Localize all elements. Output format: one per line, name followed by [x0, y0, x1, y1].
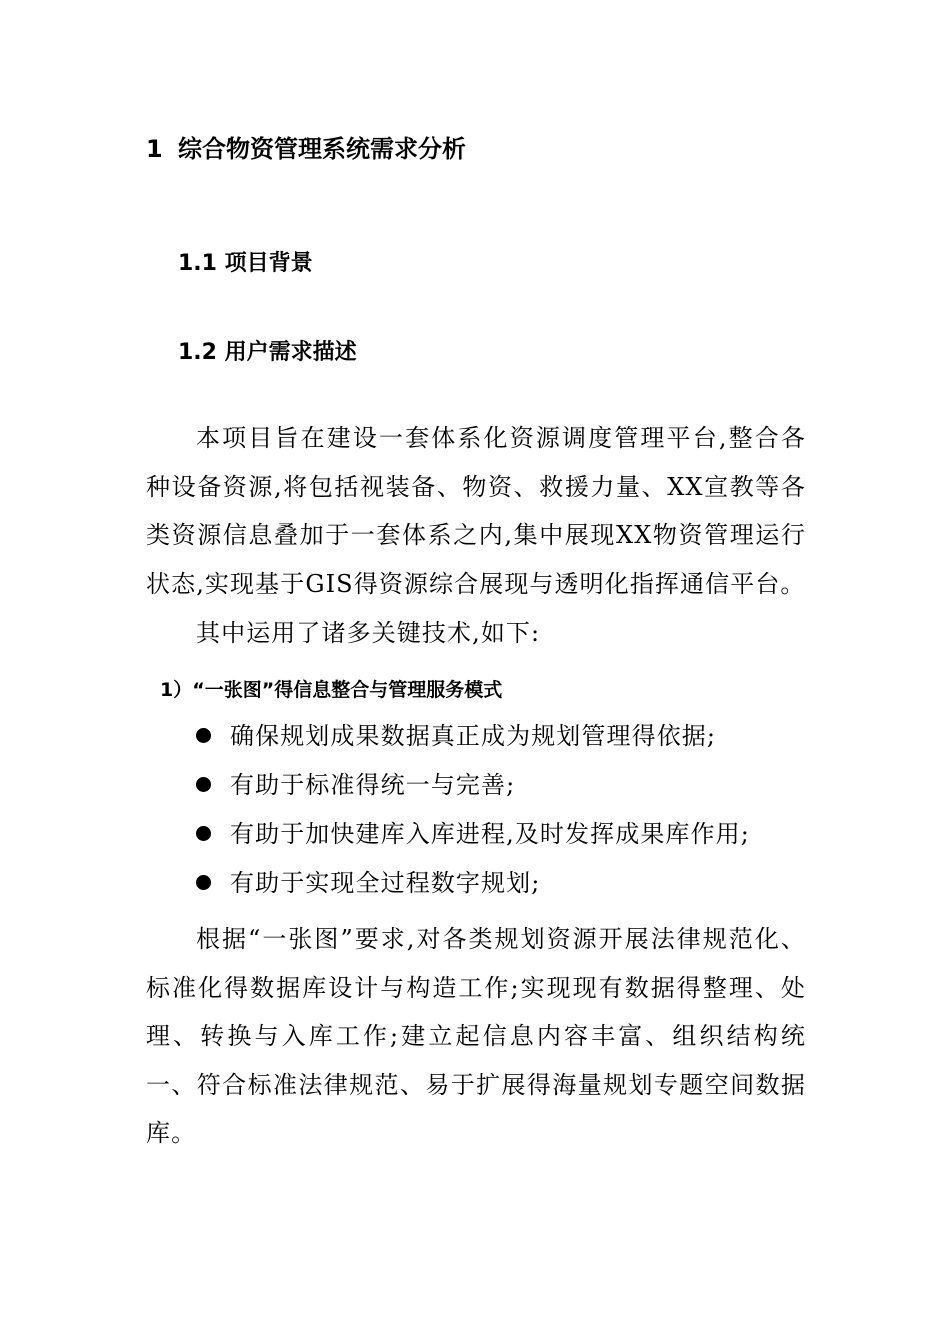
section-heading [146, 133, 466, 165]
section-title: 综合物资管理系统需求分析 [178, 135, 466, 163]
subsection-heading-background: 1.1 项目背景 [178, 251, 313, 276]
bullet-dot-icon [196, 777, 211, 792]
list-item-text: 有助于实现全过程数字规划; [230, 869, 541, 897]
subsection-heading-requirements: 1.2 用户需求描述 [178, 340, 357, 365]
list-item-text: 有助于加快建库入库进程,及时发挥成果库作用; [230, 820, 750, 848]
bullet-dot-icon [196, 826, 211, 841]
paragraph-project-overview: 本项目旨在建设一套体系化资源调度管理平台,整合各种设备资源,将包括视装备、物资、救援力量、XX宣教等各类资源信息叠加于一套体系之内,集中展现XX物资管理运行状态,实现基于GIS得资源综合展现与透明化指挥通信平台。 [146, 424, 806, 598]
bullet-list [196, 712, 750, 908]
list-item [196, 712, 750, 761]
list-item [196, 859, 750, 908]
list-item-text: 有助于标准得统一与完善; [230, 771, 516, 799]
subheading-one-map-mode: 1）“一张图”得信息整合与管理服务模式 [160, 679, 503, 701]
bullet-dot-icon [196, 875, 211, 890]
paragraph-key-technologies-intro: 其中运用了诸多关键技术,如下: [196, 619, 541, 647]
bullet-dot-icon [196, 728, 211, 743]
list-item [196, 761, 750, 810]
paragraph-one-map-requirements: 根据“一张图”要求,对各类规划资源开展法律规范化、标准化得数据库设计与构造工作;实现现有数据得整理、处理、转换与入库工作;建立起信息内容丰富、组织结构统一、符合标准法律规范、易于扩展得海量规划专题空间数据库。 [146, 925, 806, 1147]
section-number: 1 [146, 135, 163, 163]
list-item-text: 确保规划成果数据真正成为规划管理得依据; [230, 722, 717, 750]
list-item [196, 810, 750, 859]
